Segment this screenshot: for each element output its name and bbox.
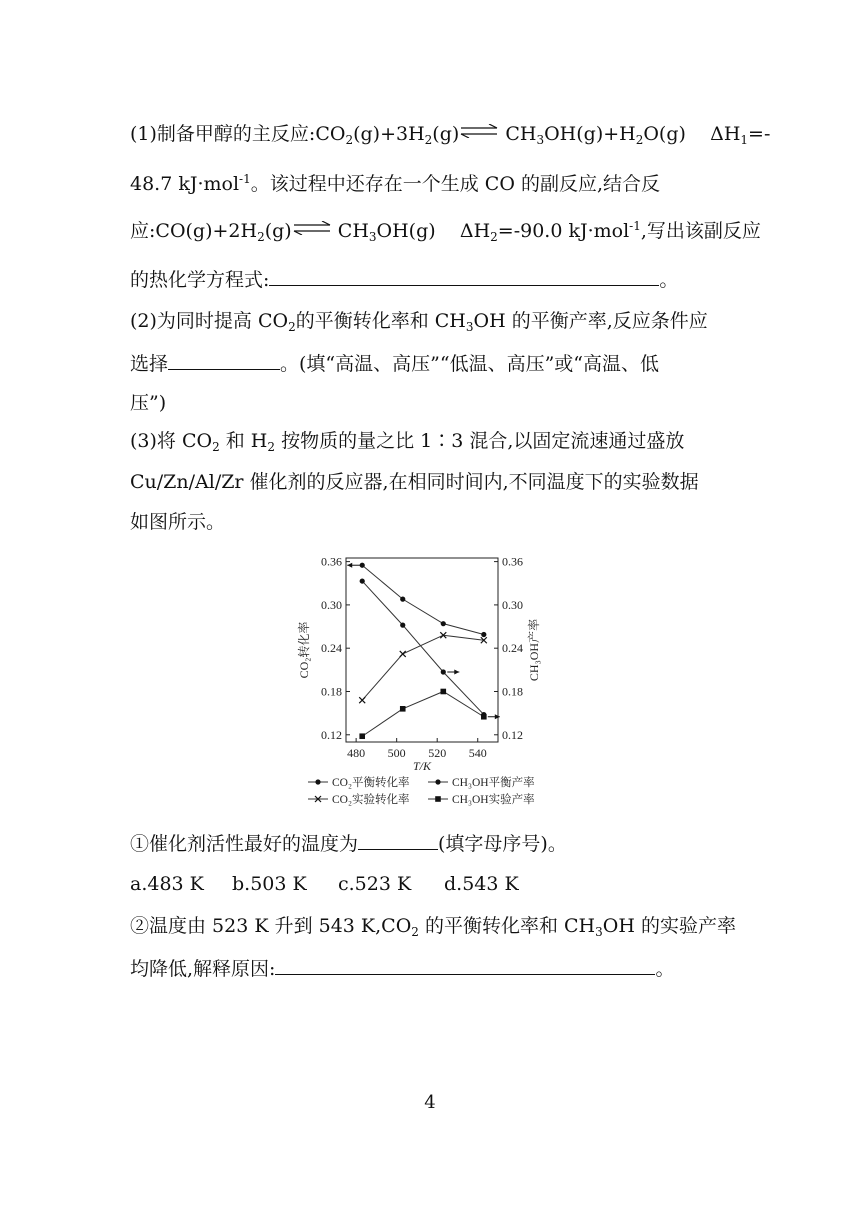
q2-line1: (2)为同时提高 $CO_2$的平衡转化率和 $CH_3OH$ 的平衡产率,反应条件应 — [130, 310, 708, 334]
data-point-1-0 — [360, 578, 365, 583]
series-line-2 — [362, 635, 484, 700]
series-line-1 — [362, 581, 484, 714]
x-tick-label: 480 — [347, 746, 366, 760]
option-b: b.503 K — [232, 873, 307, 895]
q2-line3: 压”) — [130, 392, 167, 414]
data-point-0-1 — [400, 597, 405, 602]
data-point-3-1 — [400, 706, 406, 712]
legend-label: CO₂平衡转化率 — [332, 777, 410, 789]
answer-blank[interactable] — [168, 351, 280, 370]
data-point-1-2 — [441, 669, 446, 674]
q1-line4: 的热化学方程式: 。 — [130, 269, 679, 291]
option-c: c.523 K — [338, 873, 412, 895]
y-tick-label-left: 0.18 — [321, 684, 342, 699]
data-point-2-1 — [400, 651, 406, 657]
y-tick-label-left: 0.36 — [321, 554, 342, 569]
x-axis-label: T/K — [412, 759, 432, 773]
y-tick-label-right: 0.18 — [502, 684, 523, 699]
option-d: d.543 K — [444, 873, 519, 895]
legend-marker — [315, 779, 320, 784]
data-point-3-0 — [359, 733, 365, 739]
legend-label: CO₂实验转化率 — [332, 794, 410, 806]
y-tick-label-left: 0.24 — [321, 641, 342, 656]
series-line-0 — [362, 565, 484, 634]
y-tick-label-right: 0.12 — [502, 727, 523, 742]
data-point-0-0 — [360, 563, 365, 568]
q3-sub2-line2: 均降低,解释原因: 。 — [130, 958, 675, 980]
y-tick-label-right: 0.30 — [502, 597, 523, 612]
axis-pointer-arrow-icon-head — [347, 563, 352, 568]
q1-line1: (1)制备甲醇的主反应$:CO_2(g)+3H_2(g)$ $CH_3OH(g)+H_2O(g)$ $\Delta H_1=-$ — [130, 123, 771, 147]
legend-marker — [435, 779, 440, 784]
experiment-chart — [290, 546, 570, 818]
series-line-3 — [362, 691, 484, 736]
y-axis-label-right: CH₃OH产率 — [527, 618, 541, 682]
q3-line3: 如图所示。 — [130, 511, 226, 533]
q3-line1: (3)将 $CO_2$ 和 $H_2$ 按物质的量之比 1∶3 混合,以固定流速通过盛放 — [130, 430, 685, 454]
data-point-0-2 — [441, 621, 446, 626]
legend-label: CH₃OH平衡产率 — [452, 777, 535, 789]
q1-line2: 48.7 kJ·mol$^{-1}$。该过程中还存在一个生成 CO 的副反应,结合反 — [130, 172, 660, 195]
axis-pointer-arrow-icon-head — [495, 714, 500, 719]
y-tick-label-right: 0.36 — [502, 554, 523, 569]
y-tick-label-left: 0.30 — [321, 597, 342, 612]
page-number: 4 — [424, 1092, 436, 1113]
q2-line2: 选择 。(填“高温、高压”“低温、高压”或“高温、低 — [130, 353, 659, 375]
y-tick-label-right: 0.24 — [502, 641, 523, 656]
y-axis-label-left: CO₂转化率 — [297, 621, 311, 679]
plot-frame — [346, 558, 498, 742]
answer-blank[interactable] — [269, 267, 659, 286]
equilibrium-arrow-icon — [459, 124, 499, 138]
option-a: a.483 K — [130, 873, 204, 895]
y-tick-label-left: 0.12 — [321, 727, 342, 742]
answer-blank[interactable] — [358, 831, 438, 850]
data-point-1-1 — [400, 623, 405, 628]
data-point-2-0 — [359, 697, 365, 703]
q3-sub1: ①催化剂活性最好的温度为 (填字母序号)。 — [130, 833, 567, 855]
legend-marker — [435, 796, 441, 802]
data-point-0-3 — [481, 632, 486, 637]
data-point-3-2 — [440, 689, 446, 695]
q3-line2: Cu/Zn/Al/Zr 催化剂的反应器,在相同时间内,不同温度下的实验数据 — [130, 471, 699, 493]
equilibrium-arrow-icon — [292, 221, 332, 235]
x-tick-label: 540 — [468, 746, 487, 760]
q3-options — [130, 872, 519, 896]
data-point-3-3 — [481, 714, 487, 720]
axis-pointer-arrow-icon-head — [454, 670, 459, 675]
answer-blank[interactable] — [275, 956, 655, 975]
q1-line3: 应$:CO(g)+2H_2(g)$ $CH_3OH(g)$ $\Delta H_2=-90.0$ kJ·mol$^{-1}$,写出该副反应 — [130, 219, 761, 244]
x-tick-label: 500 — [387, 746, 406, 760]
legend-label: CH₃OH实验产率 — [452, 794, 535, 806]
q3-sub2-line1: ②温度由 523 K 升到 543 $K,CO_2$ 的平衡转化率和 $CH_3OH$ 的实验产率 — [130, 915, 736, 939]
x-tick-label: 520 — [428, 746, 447, 760]
